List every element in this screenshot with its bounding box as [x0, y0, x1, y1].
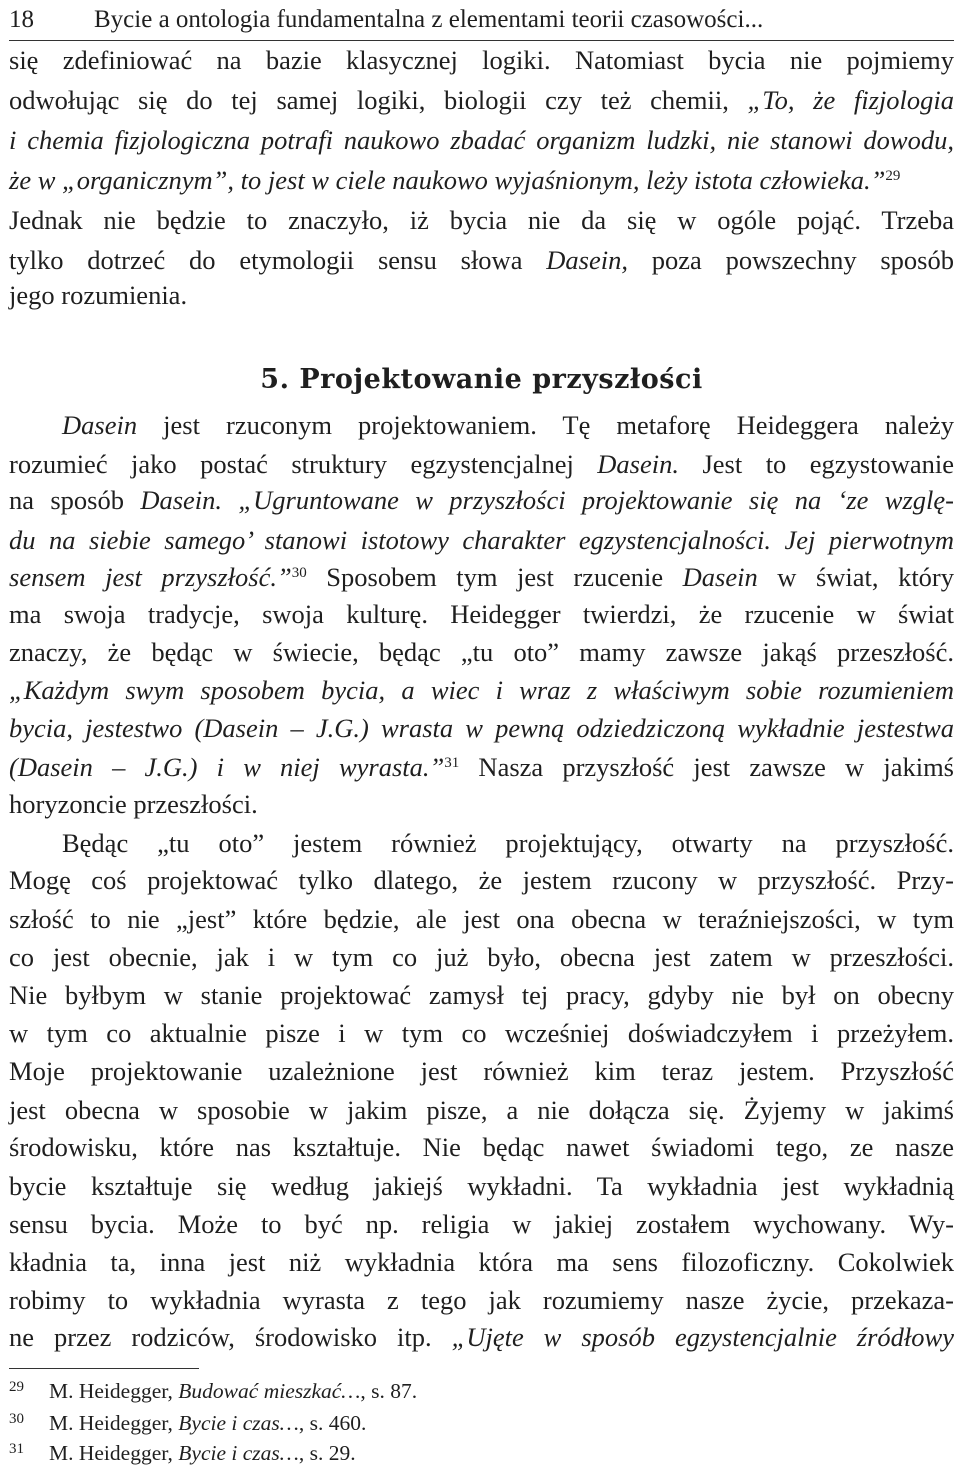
body-line: że w „organicznym”, to jest w ciele naukowo wyjaśnionym, leży istota człowieka.”$^{29}$: [9, 165, 901, 195]
body-line: du na siebie samego’ stanowi istotowy charakter egzystencjalności. Jej pierwotnym: [9, 525, 954, 555]
running-header: [9, 2, 954, 38]
body-line: (Dasein – J.G.) i w niej wyrasta.”$^{31}$ Nasza przyszłość jest zawsze w jakimś: [9, 752, 954, 782]
footnote-number: 31: [9, 1441, 24, 1457]
body-line: rozumieć jako postać struktury egzystencjalnej Dasein. Jest to egzystowanie: [9, 449, 954, 479]
footnote-text: M. Heidegger, Budować mieszkać…, s. 87.: [49, 1379, 418, 1403]
body-line: sensu bycia. Może to być np. religia w jakiej zostałem wychowany. Wy-: [9, 1209, 954, 1239]
body-line: znaczy, że będąc w świecie, będąc „tu oto” mamy zawsze jakąś przeszłość.: [9, 637, 954, 667]
body-line: co jest obecnie, jak i w tym co już było, obecna jest zatem w przeszłości.: [9, 942, 954, 972]
body-line: w tym co aktualnie pisze i w tym co wcześniej doświadczyłem i przeżyłem.: [9, 1018, 954, 1048]
body-line: robimy to wykładnia wyrasta z tego jak rozumiemy nasze życie, przekaza-: [9, 1285, 954, 1315]
body-line: na sposób Dasein. „Ugruntowane w przyszłości projektowanie się na ‘ze wzglę-: [9, 485, 954, 515]
body-line: odwołując się do tej samej logiki, biologii czy też chemii, „To, że fizjologia: [9, 85, 954, 115]
body-line: jego rozumienia.: [9, 280, 188, 310]
body-line: sensem jest przyszłość.”$^{30}$ Sposobem tym jest rzucenie Dasein w świat, który: [9, 562, 955, 592]
body-line: tylko dotrzeć do etymologii sensu słowa Dasein, poza powszechny sposób: [9, 245, 954, 275]
body-line: ma swoja tradycje, swoja kulturę. Heidegger twierdzi, że rzucenie w świat: [9, 599, 954, 629]
footnote-text: M. Heidegger, Bycie i czas…, s. 460.: [49, 1411, 367, 1435]
footnote-text: M. Heidegger, Bycie i czas…, s. 29.: [49, 1441, 356, 1465]
footnote-number: 29: [9, 1379, 24, 1395]
body-line: Dasein jest rzuconym projektowaniem. Tę metaforę Heideggera należy: [62, 410, 954, 440]
body-line: bycie kształtuje się według jakiejś wykładni. Ta wykładnia jest wykładnią: [9, 1171, 954, 1201]
body-line: „Każdym swym sposobem bycia, a wiec i wraz z właściwym sobie rozumieniem: [9, 675, 954, 705]
body-line: szłość to nie „jest” które będzie, ale jest ona obecna w teraźniejszości, w tym: [9, 904, 954, 934]
body-line: Jednak nie będzie to znaczyło, iż bycia nie da się w ogóle pojąć. Trzeba: [9, 205, 954, 235]
body-line: Będąc „tu oto” jestem również projektujący, otwarty na przyszłość.: [62, 828, 954, 858]
footnote-ref: 29: [885, 168, 901, 184]
body-line: horyzoncie przeszłości.: [9, 789, 258, 819]
body-line: środowisku, które nas kształtuje. Nie będąc nawet świadomi tego, ze nasze: [9, 1132, 954, 1162]
body-line: Moje projektowanie uzależnione jest również kim teraz jestem. Przyszłość: [9, 1056, 954, 1086]
running-title: Bycie a ontologia fundamentalna z elementami teorii czasowości...: [94, 6, 764, 33]
body-line: kładnia ta, inna jest niż wykładnia która ma sens filozoficzny. Cokolwiek: [9, 1247, 954, 1277]
body-line: i chemia fizjologiczna potrafi naukowo zbadać organizm ludzki, nie stanowi dowodu,: [9, 125, 954, 155]
footnote-number: 30: [9, 1411, 24, 1427]
section-heading: 5. Projektowanie przyszłości: [260, 364, 703, 395]
body-line: bycia, jestestwo (Dasein – J.G.) wrasta w pewną odziedziczoną wykładnie jestestwa: [9, 713, 954, 743]
footnote-ref: 31: [444, 755, 460, 771]
page-number: 18: [9, 6, 34, 33]
footnote-ref: 30: [291, 565, 307, 581]
body-line: się zdefiniować na bazie klasycznej logiki. Natomiast bycia nie pojmiemy: [9, 45, 954, 75]
body-line: ne przez rodziców, środowisko itp. „Ujęte w sposób egzystencjalnie źródłowy: [9, 1322, 954, 1352]
body-line: jest obecna w sposobie w jakim pisze, a nie dołącza się. Żyjemy w jakimś: [9, 1095, 954, 1125]
body-line: Nie byłbym w stanie projektować zamysł tej pracy, gdyby nie był on obecny: [9, 980, 954, 1010]
body-line: Mogę coś projektować tylko dlatego, że jestem rzucony w przyszłość. Przy-: [9, 865, 954, 895]
footnote-rule: [9, 1368, 199, 1369]
